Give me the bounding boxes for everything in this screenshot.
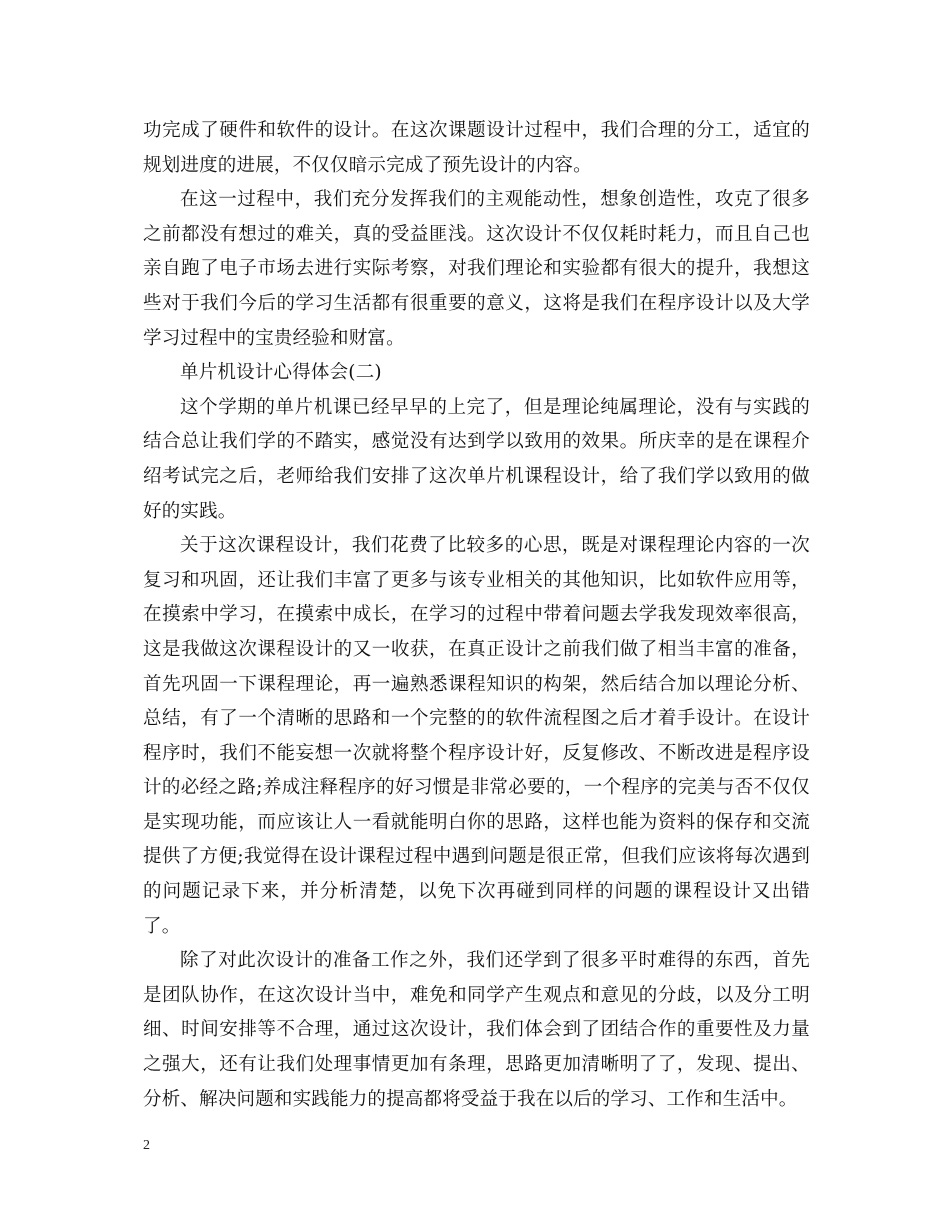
paragraph-3: 这个学期的单片机课已经早早的上完了，但是理论纯属理论，没有与实践的结合总让我们学的不踏实，感觉没有达到学以致用的效果。所庆幸的是在课程介绍考试完之后，老师给我们安排了这次单片机课程设计，给了我们学以致用的做好的实践。	[143, 396, 810, 522]
paragraph-1: 功完成了硬件和软件的设计。在这次课题设计过程中，我们合理的分工，适宜的规划进度的进展，不仅仅暗示完成了预先设计的内容。	[143, 120, 810, 176]
paragraph-2: 在这一过程中，我们充分发挥我们的主观能动性，想象创造性，攻克了很多之前都没有想过的难关，真的受益匪浅。这次设计不仅仅耗时耗力，而且自己也亲自跑了电子市场去进行实际考察，对我们理论和实验都有很大的提升，我想这些对于我们今后的学习生活都有很重要的意义，这将是我们在程序设计以及大学学习过程中的宝贵经验和财富。	[143, 189, 810, 349]
document-body	[143, 114, 810, 1117]
section-heading: 单片机设计心得体会(二)	[180, 362, 382, 384]
page-number: 2	[143, 1138, 150, 1153]
paragraph-4: 关于这次课程设计，我们花费了比较多的心思，既是对课程理论内容的一次复习和巩固，还让我们丰富了更多与该专业相关的其他知识，比如软件应用等，在摸索中学习，在摸索中成长，在学习的过程中带着问题去学我发现效率很高，这是我做这次课程设计的又一收获，在真正设计之前我们做了相当丰富的准备，首先巩固一下课程理论，再一遍熟悉课程知识的构架，然后结合加以理论分析、总结，有了一个清晰的思路和一个完整的的软件流程图之后才着手设计。在设计程序时，我们不能妄想一次就将整个程序设计好，反复修改、不断改进是程序设计的必经之路;养成注释程序的好习惯是非常必要的，一个程序的完美与否不仅仅是实现功能，而应该让人一看就能明白你的思路，这样也能为资料的保存和交流提供了方便;我觉得在设计课程过程中遇到问题是很正常，但我们应该将每次遇到的问题记录下来，并分析清楚，以免下次再碰到同样的问题的课程设计又出错了。	[143, 535, 810, 937]
paragraph-5: 除了对此次设计的准备工作之外，我们还学到了很多平时难得的东西，首先是团队协作，在这次设计当中，难免和同学产生观点和意见的分歧，以及分工明细、时间安排等不合理，通过这次设计，我们体会到了团结合作的重要性及力量之强大，还有让我们处理事情更加有条理，思路更加清晰明了了，发现、提出、分析、解决问题和实践能力的提高都将受益于我在以后的学习、工作和生活中。	[143, 950, 810, 1110]
